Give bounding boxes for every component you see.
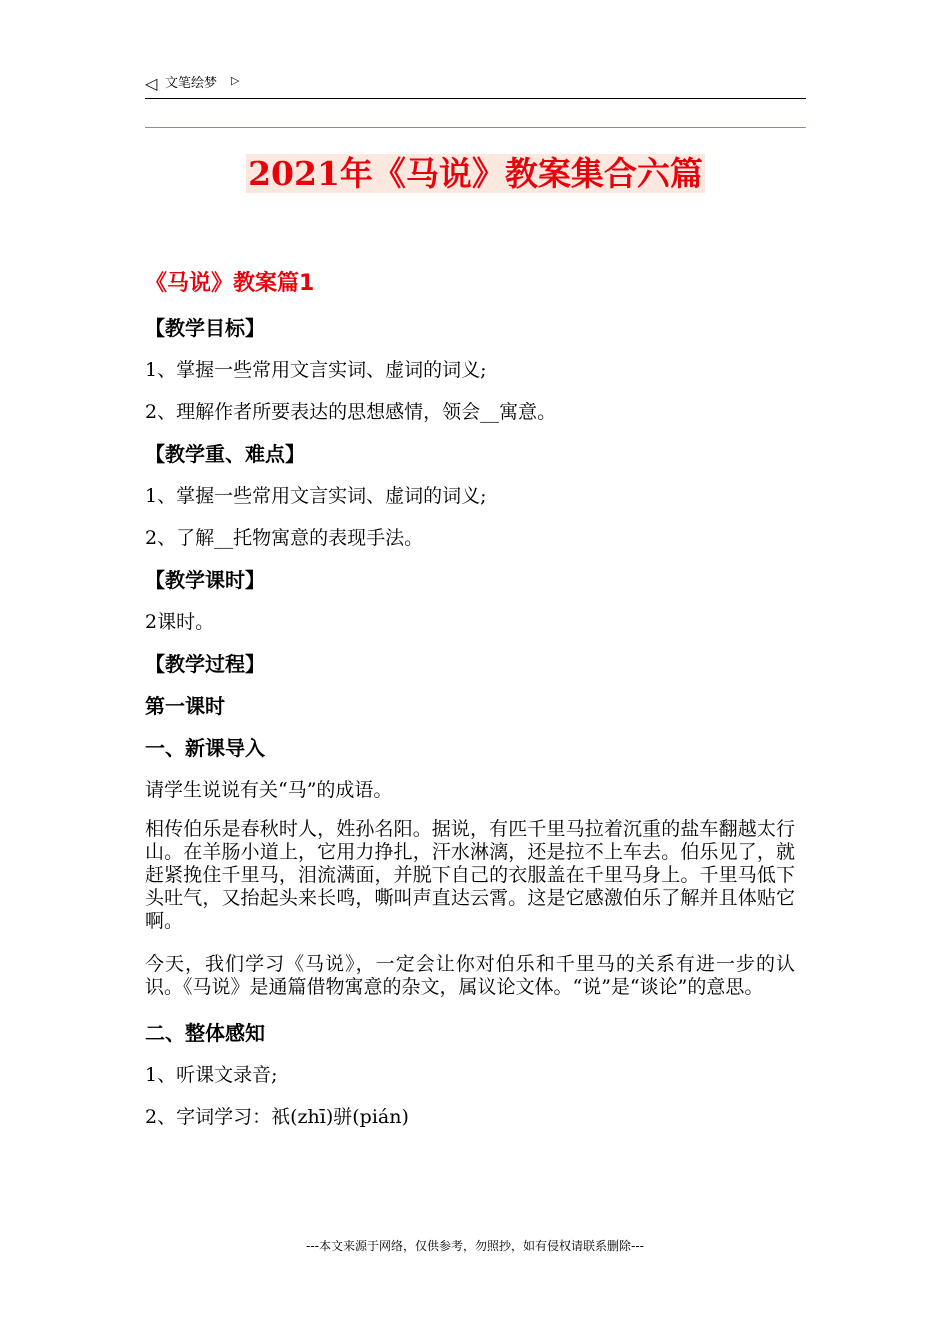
section-heading: 二、整体感知 xyxy=(145,1021,265,1045)
content-blocks xyxy=(145,314,795,1131)
page-footer: ---本文来源于网络，仅供参考，勿照抄，如有侵权请联系删除--- xyxy=(306,1239,644,1253)
paragraph: 1、掌握一些常用文言实词、虚词的词义; xyxy=(145,359,487,381)
paragraph: 1、听课文录音; xyxy=(145,1064,278,1086)
section-heading: 【教学重、难点】 xyxy=(145,442,305,466)
section-title: 《马说》教案篇1 xyxy=(145,271,315,296)
triangle-right-icon: ▷ xyxy=(231,74,240,87)
section-heading: 【教学过程】 xyxy=(145,652,265,676)
paragraph: 2、字词学习：祇(zhī)骈(pián) xyxy=(145,1106,409,1128)
triangle-left-icon: ◁ xyxy=(145,74,158,93)
paragraph: 请学生说说有关“马”的成语。 xyxy=(145,779,393,801)
section-heading: 第一课时 xyxy=(145,694,225,718)
document-title xyxy=(145,150,806,198)
document-title-text: 2021年《马说》教案集合六篇 xyxy=(248,154,703,193)
paragraph: 2、了解__托物寓意的表现手法。 xyxy=(145,527,424,549)
section-heading: 【教学目标】 xyxy=(145,316,265,340)
page-header xyxy=(145,74,806,99)
section-heading: 【教学课时】 xyxy=(145,568,265,592)
header-divider xyxy=(145,127,806,128)
paragraph: 1、掌握一些常用文言实词、虚词的词义; xyxy=(145,485,487,507)
paragraph: 今天，我们学习《马说》，一定会让你对伯乐和千里马的关系有进一步的认识。《马说》是通篇借物寓意的杂文，属议论文体。“说”是“谈论”的意思。 xyxy=(145,953,795,998)
section-heading: 一、新课导入 xyxy=(145,736,265,760)
paragraph: 2课时。 xyxy=(145,611,215,633)
paragraph: 2、理解作者所要表达的思想感情，领会__寓意。 xyxy=(145,401,557,423)
paragraph: 相传伯乐是春秋时人，姓孙名阳。据说，有匹千里马拉着沉重的盐车翻越太行山。在羊肠小道上，它用力挣扎，汗水淋漓，还是拉不上车去。伯乐见了，就赶紧挽住千里马，泪流满面，并脱下自己的衣服盖在千里马身上。千里马低下头吐气，又抬起头来长鸣，嘶叫声直达云霄。这是它感激伯乐了解并且体贴它啊。 xyxy=(145,818,795,932)
header-brand: 文笔绘梦 xyxy=(165,76,218,91)
document-body xyxy=(145,262,795,1145)
